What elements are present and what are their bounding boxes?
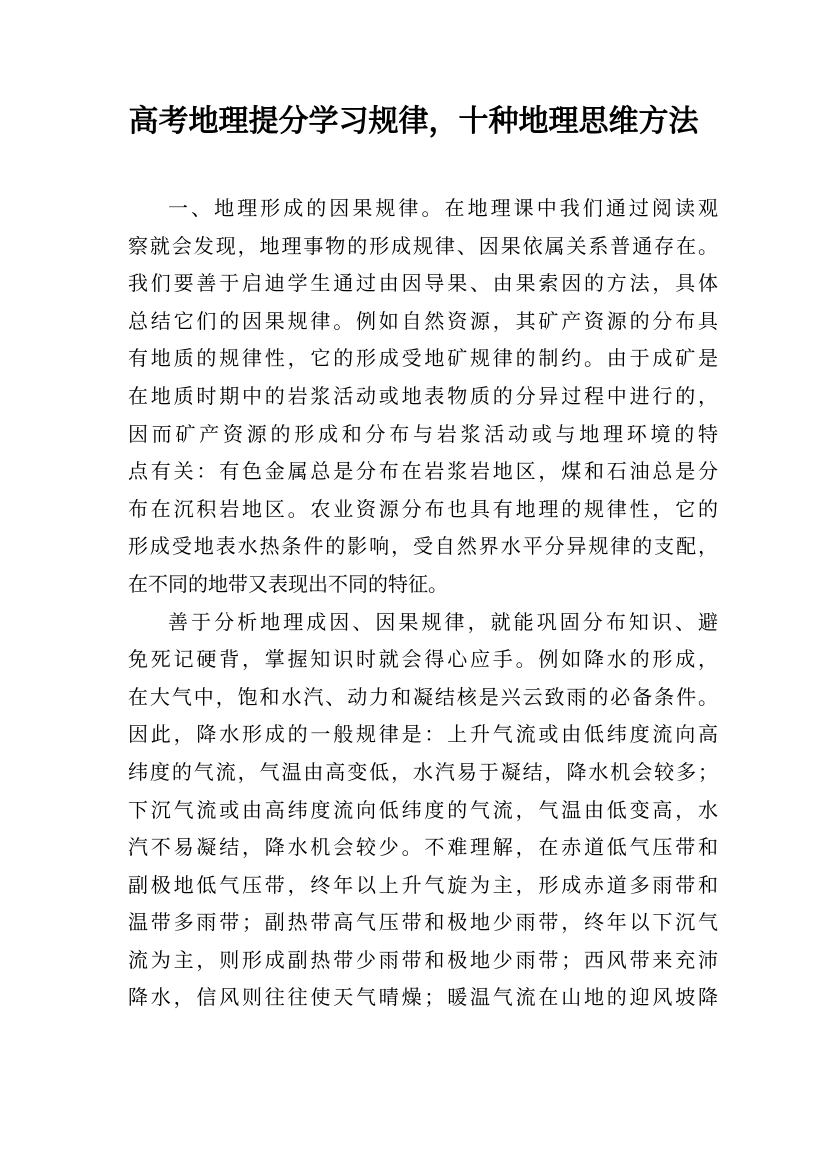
text-line: 降水，信风则往往使天气晴燥；暖温气流在山地的迎风坡降 (128, 985, 718, 1010)
text-line: 在地质时期中的岩浆活动或地表物质的分异过程中进行的， (128, 383, 718, 408)
text-line: 察就会发现，地理事物的形成规律、因果依属关系普通存在。 (128, 233, 718, 258)
text-line: 流为主，则形成副热带少雨带和极地少雨带；西风带来充沛 (128, 947, 718, 972)
document-body (128, 190, 718, 1017)
text-line: 纬度的气流，气温由高变低，水汽易于凝结，降水机会较多； (128, 759, 718, 784)
text-line: 布在沉积岩地区。农业资源分布也具有地理的规律性，它的 (128, 496, 718, 521)
text-line: 在大气中，饱和水汽、动力和凝结核是兴云致雨的必备条件。 (128, 684, 718, 709)
text-line: 因而矿产资源的形成和分布与岩浆活动或与地理环境的特 (128, 421, 718, 446)
text-line: 善于分析地理成因、因果规律，就能巩固分布知识、避 (168, 609, 718, 634)
document-title: 高考地理提分学习规律，十种地理思维方法 (128, 104, 699, 139)
text-line: 副极地低气压带，终年以上升气旋为主，形成赤道多雨带和 (128, 872, 718, 897)
text-line: 在不同的地带又表现出不同的特征。 (128, 571, 448, 596)
text-line: 汽不易凝结，降水机会较少。不难理解，在赤道低气压带和 (128, 835, 718, 860)
text-line: 免死记硬背，掌握知识时就会得心应手。例如降水的形成， (128, 647, 718, 672)
text-line: 我们要善于启迪学生通过由因导果、由果索因的方法，具体 (128, 271, 718, 296)
paragraph-causal-law (128, 190, 718, 604)
text-line: 点有关：有色金属总是分布在岩浆岩地区，煤和石油总是分 (128, 459, 718, 484)
text-line: 形成受地表水热条件的影响，受自然界水平分异规律的支配， (128, 534, 718, 559)
paragraph-precipitation (128, 604, 718, 1018)
text-line: 下沉气流或由高纬度流向低纬度的气流，气温由低变高，水 (128, 797, 718, 822)
text-line: 因此，降水形成的一般规律是：上升气流或由低纬度流向高 (128, 722, 718, 747)
text-line: 一、地理形成的因果规律。在地理课中我们通过阅读观 (168, 196, 718, 220)
text-line: 总结它们的因果规律。例如自然资源，其矿产资源的分布具 (128, 308, 718, 333)
text-line: 温带多雨带；副热带高气压带和极地少雨带，终年以下沉气 (128, 910, 718, 935)
text-line: 有地质的规律性，它的形成受地矿规律的制约。由于成矿是 (128, 346, 718, 371)
